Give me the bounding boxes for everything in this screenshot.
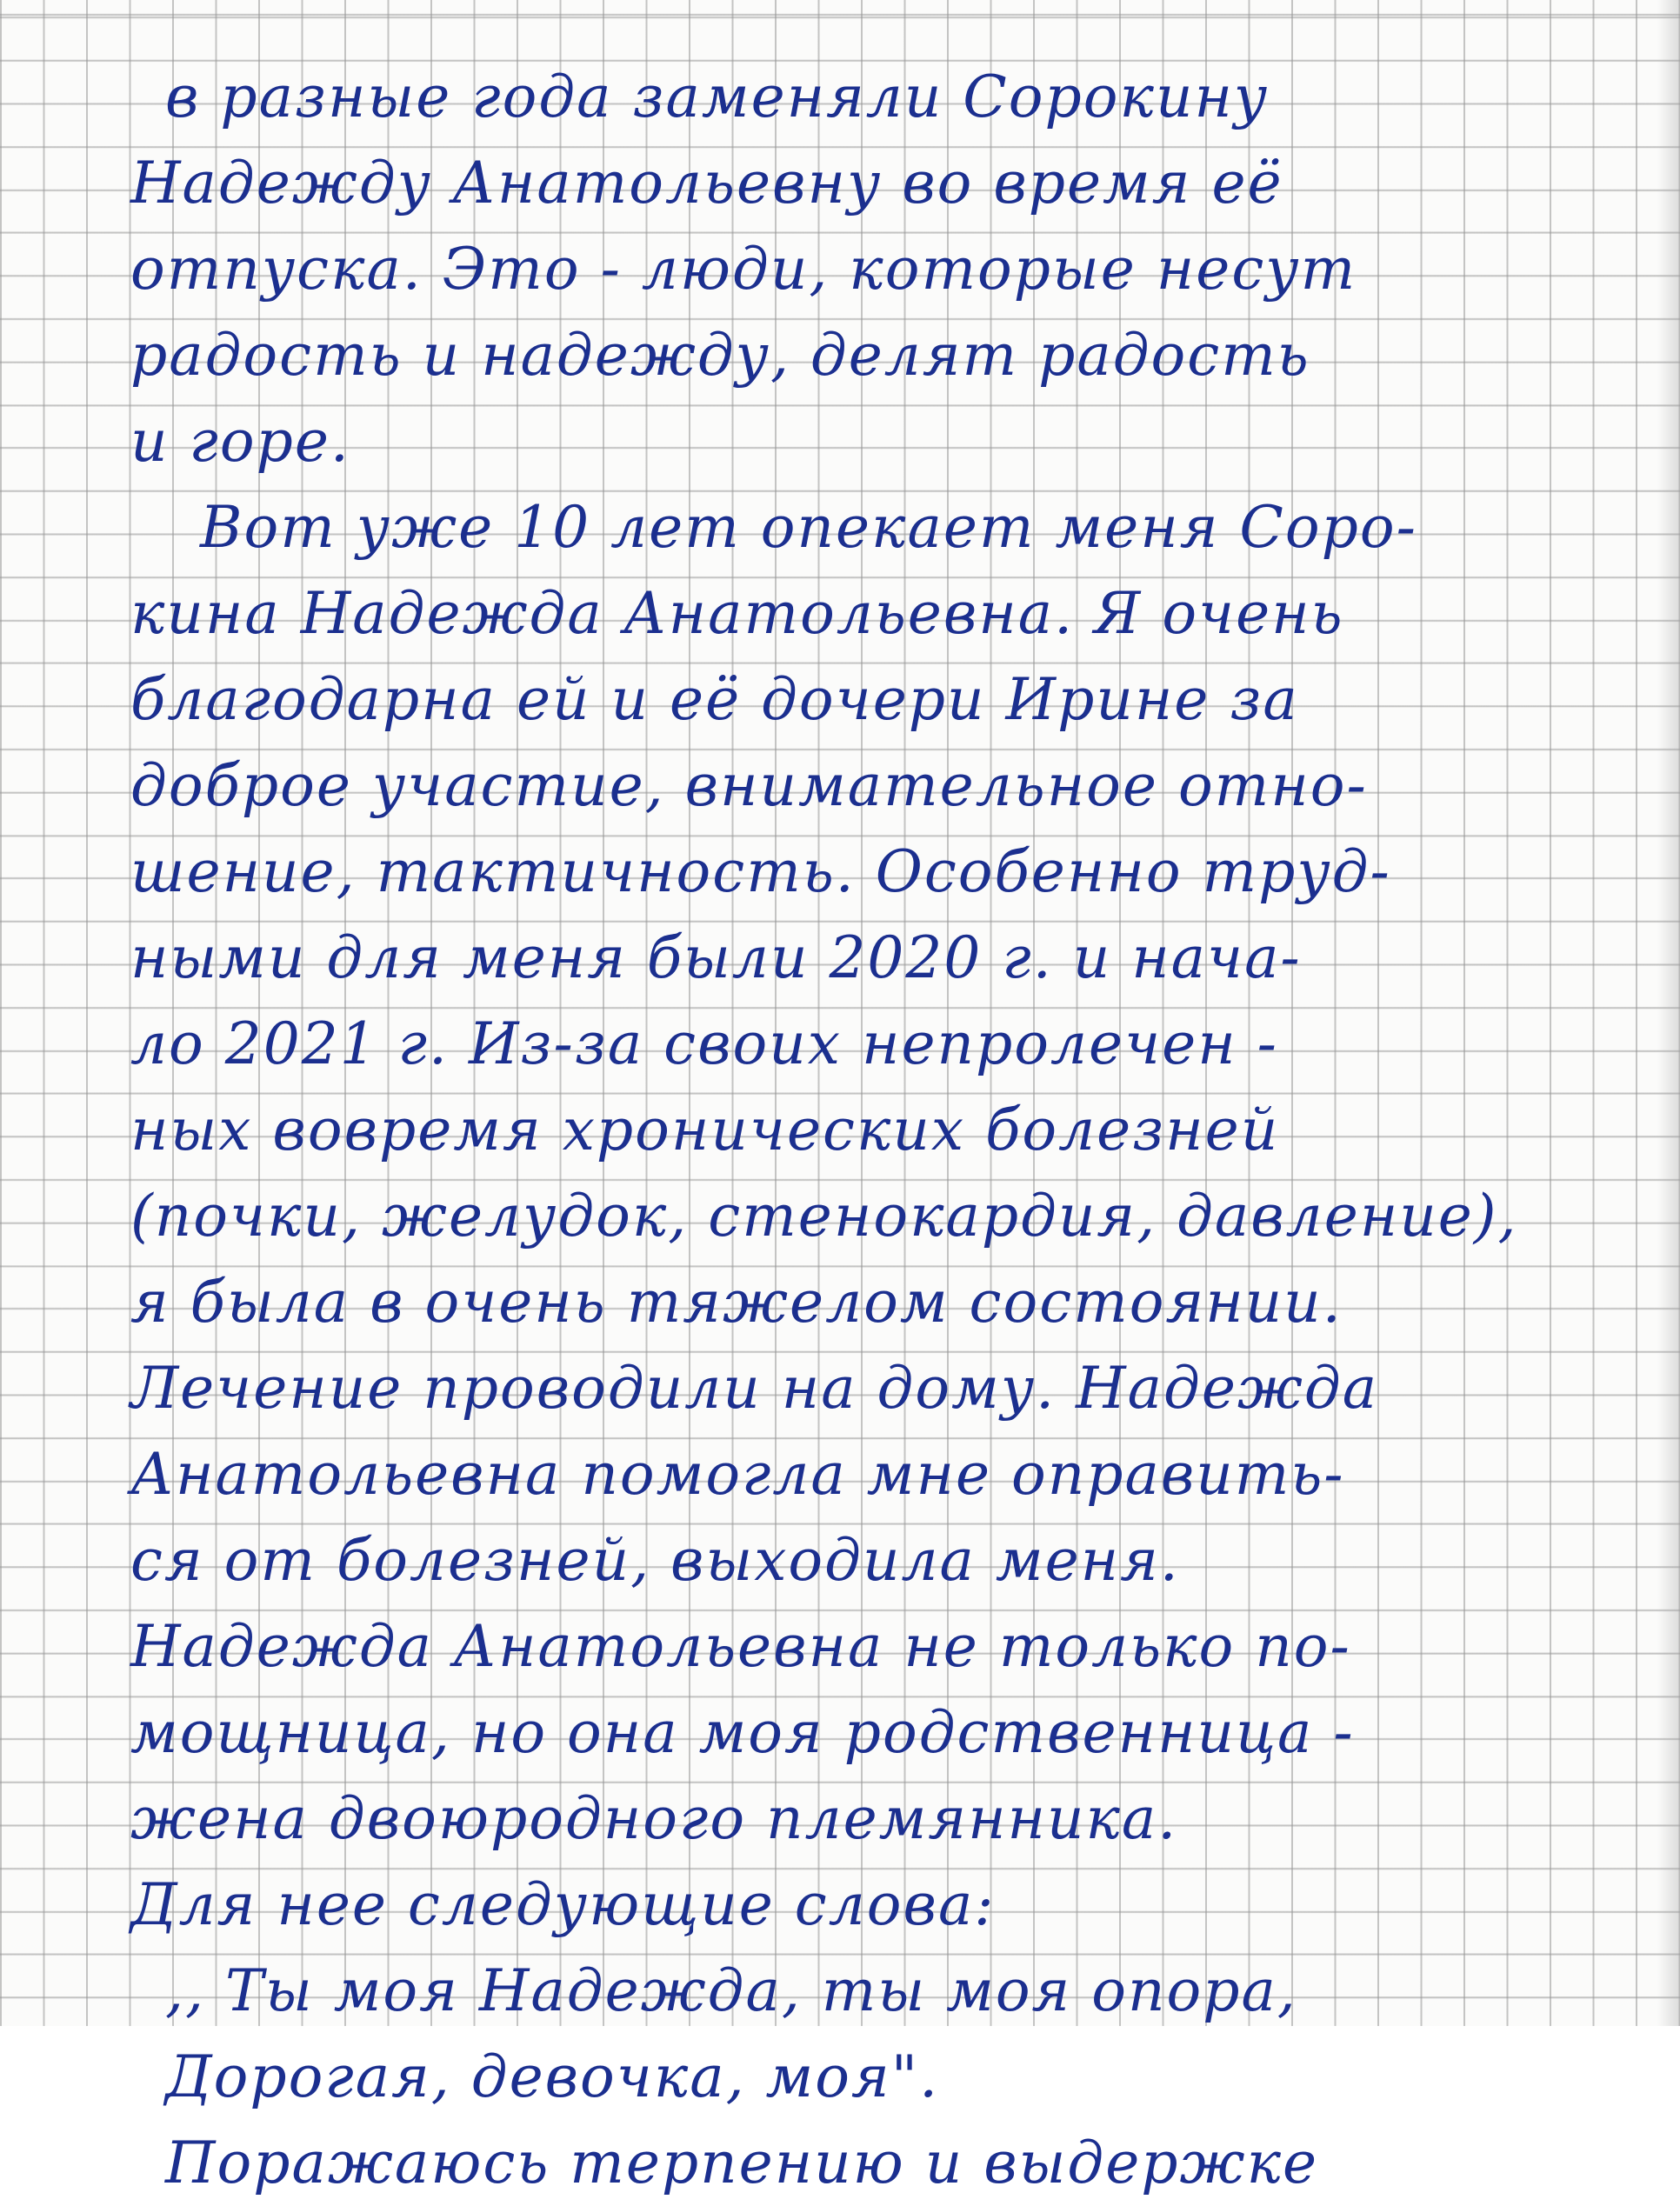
text-line: и горе. bbox=[130, 408, 350, 475]
text-line: ными для меня были 2020 г. и нача- bbox=[130, 924, 1302, 991]
text-line: отпуска. Это - люди, которые несут bbox=[130, 236, 1357, 303]
text-line: Вот уже 10 лет опекает меня Соро- bbox=[200, 494, 1417, 561]
text-line: мощница, но она моя родственница - bbox=[130, 1699, 1355, 1766]
text-line: радость и надежду, делят радость bbox=[130, 322, 1310, 389]
text-line: благодарна ей и её дочери Ирине за bbox=[130, 666, 1299, 733]
text-line: Надежду Анатольевну во время её bbox=[130, 150, 1283, 217]
text-line: (почки, желудок, стенокардия, давление), bbox=[130, 1183, 1518, 1250]
text-line: Надежда Анатольевна не только по- bbox=[130, 1613, 1351, 1680]
text-line: Поражаюсь терпению и выдержке bbox=[165, 2129, 1319, 2196]
text-line: я была в очень тяжелом состоянии. bbox=[130, 1269, 1343, 1336]
text-line: Дорогая, девочка, моя". bbox=[165, 2043, 940, 2110]
text-line: ,, Ты моя Надежда, ты моя опора, bbox=[165, 1957, 1297, 2024]
text-line: ных вовремя хронических болезней bbox=[130, 1096, 1280, 1163]
handwritten-text bbox=[130, 54, 1609, 2206]
text-line: кина Надежда Анатольевна. Я очень bbox=[130, 580, 1344, 647]
text-line: Анатольевна помогла мне оправить- bbox=[130, 1441, 1345, 1508]
text-line: Лечение проводили на дому. Надежда bbox=[130, 1355, 1379, 1422]
text-line: ло 2021 г. Из-за своих непролечен - bbox=[130, 1010, 1278, 1077]
text-line: в разные года заменяли Сорокину bbox=[165, 63, 1270, 130]
text-line: доброе участие, внимательное отно- bbox=[130, 752, 1368, 819]
page-edge-shadow bbox=[1657, 0, 1680, 2026]
text-line: ся от болезней, выходила меня. bbox=[130, 1527, 1180, 1594]
text-line: шение, тактичность. Особенно труд- bbox=[130, 838, 1391, 905]
text-line: Для нее следующие слова: bbox=[130, 1871, 996, 1938]
text-line: жена двоюродного племянника. bbox=[130, 1785, 1178, 1852]
